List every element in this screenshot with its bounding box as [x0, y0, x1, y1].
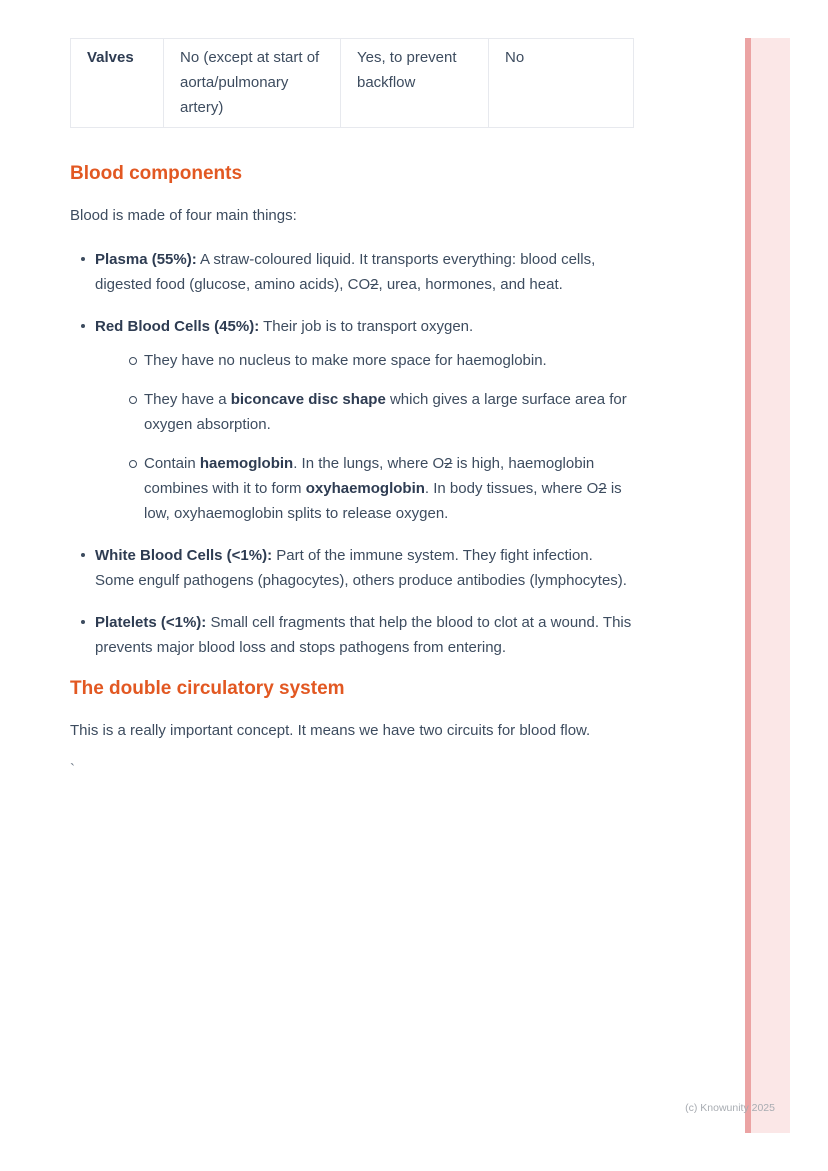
list-item-platelets [70, 610, 633, 660]
copyright-footer: (c) Knowunity 2025 [685, 1102, 775, 1114]
list-item-text: Platelets (<1%): Small cell fragments that help the blood to clot at a wound. This prevents major blood loss and stops pathogens from entering. [95, 614, 632, 656]
list-item-text: White Blood Cells (<1%): Part of the immune system. They fight infection. Some engulf pathogens (phagocytes), others produce antibodies (lymphocytes). [95, 547, 627, 589]
list-item-text: Plasma (55%): A straw-coloured liquid. It transports everything: blood cells, digested food (glucose, amino acids), CO2, urea, hormones, and heat. [95, 251, 596, 293]
list-item-white-blood-cells [70, 543, 633, 593]
sublist-item-biconcave [119, 387, 633, 437]
table-cell-veins: Yes, to prevent backflow [341, 39, 489, 128]
heading-blood-components: Blood components [70, 163, 243, 184]
list-item-text: Contain haemoglobin. In the lungs, where O2 is high, haemoglobin combines with it to form oxyhaemoglobin. In body tissues, where O2 is low, oxyhaemoglobin splits to release oxygen. [144, 455, 622, 522]
list-item-plasma [70, 247, 633, 297]
list-item-red-blood-cells [70, 314, 633, 526]
table-cell-arteries: No (except at start of aorta/pulmonary artery) [164, 39, 341, 128]
list-item-text: They have a biconcave disc shape which gives a large surface area for oxygen absorption. [144, 391, 627, 433]
double-circulatory-intro: This is a really important concept. It means we have two circuits for blood flow. [70, 722, 591, 739]
red-blood-cells-sublist [95, 348, 633, 526]
page-accent-stripe [745, 38, 790, 1133]
comparison-table-fragment [70, 38, 634, 128]
sublist-item-no-nucleus [119, 348, 633, 373]
table-cell-capillaries: No [489, 39, 634, 128]
heading-double-circulatory-system: The double circulatory system [70, 678, 345, 699]
sublist-item-haemoglobin [119, 451, 633, 526]
blood-components-list [70, 247, 633, 660]
table-row-header: Valves [71, 39, 164, 128]
blood-components-intro: Blood is made of four main things: [70, 207, 297, 224]
list-item-text: Red Blood Cells (45%): Their job is to transport oxygen. [95, 318, 474, 335]
document-content [70, 38, 633, 782]
stray-backtick-character: ` [70, 761, 75, 778]
table-row-valves [71, 39, 634, 128]
list-item-text: They have no nucleus to make more space for haemoglobin. [144, 352, 547, 369]
